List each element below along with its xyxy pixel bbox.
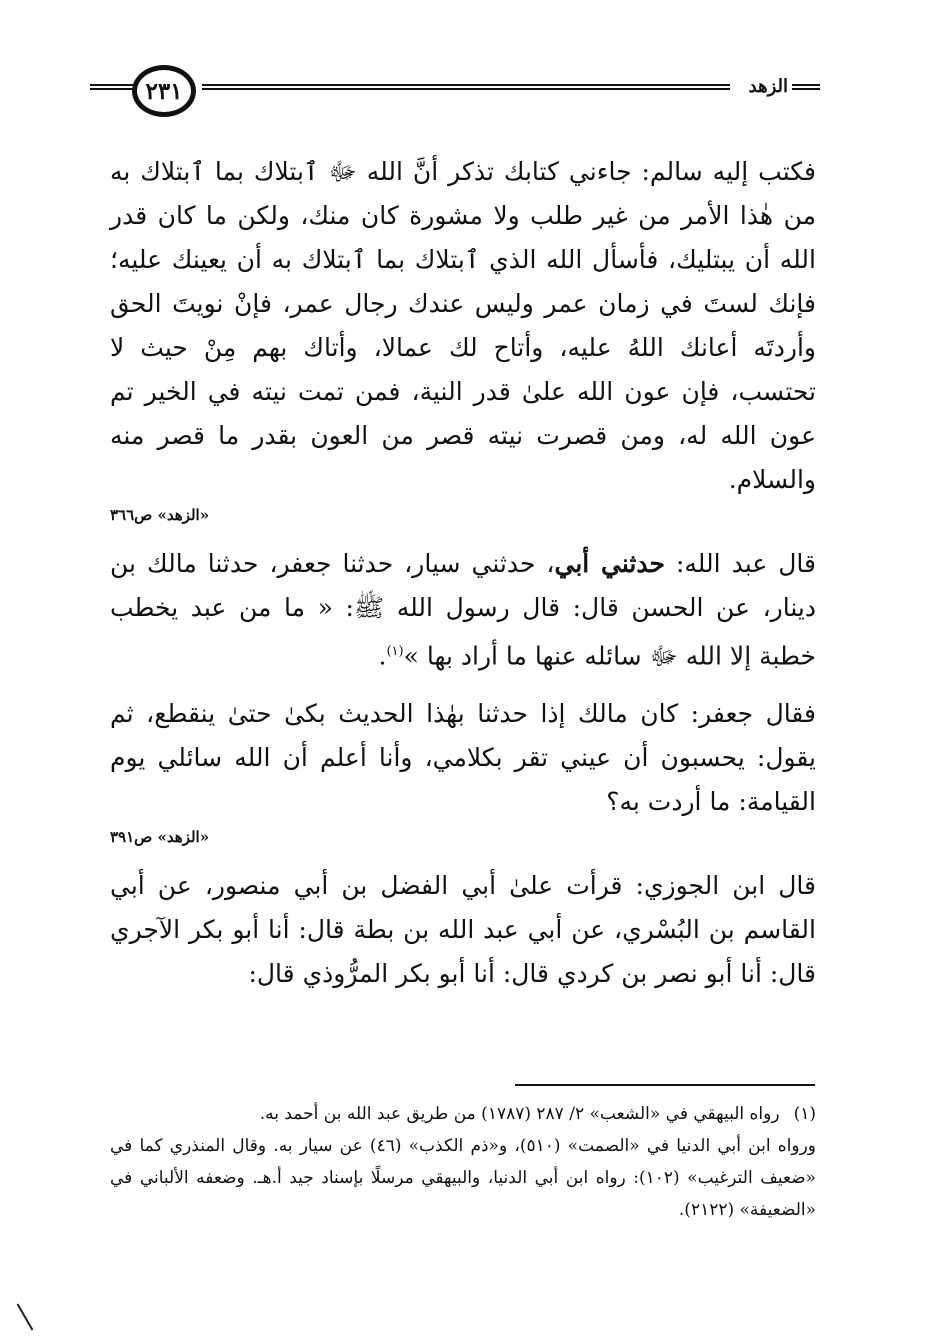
page-number: ٢٣١ <box>145 77 183 105</box>
page-header <box>90 60 820 130</box>
footnote-text-2: ورواه ابن أبي الدنيا في «الصمت» (٥١٠)، و«ذم الكذب» (٤٦) عن سيار به. وقال المنذري كما في «ضعيف الترغيب» (١٠٢): رواه ابن أبي الدنيا، والبيهقي مرسلًا بإسناد جيد أ.هـ. وضعفه الألباني في «الضعيفة» (٢١٢٢). <box>110 1136 816 1220</box>
footnote-line-1 <box>110 1098 816 1130</box>
page-number-ring <box>132 65 196 117</box>
paragraph-4: قال ابن الجوزي: قرأت علىٰ أبي الفضل بن أبي منصور، عن أبي القاسم بن البُسْري، عن أبي عبد الله بن بطة قال: أنا أبو بكر الآجري قال: أنا أبو نصر بن كردي قال: أنا أبو بكر المرُّوذي قال: <box>110 871 816 989</box>
footnote-separator <box>515 1084 815 1086</box>
paragraph-2-intro: قال عبد الله: <box>664 549 816 578</box>
footnote-ref[interactable]: (١) <box>386 644 404 659</box>
paragraph-3: فقال جعفر: كان مالك إذا حدثنا بهٰذا الحديث بكىٰ حتىٰ ينقطع، ثم يقول: يحسبون أن عيني تقر بكلامي، وأنا أعلم أن الله سائلي يوم القيامة: ما أردت به؟ <box>110 699 816 817</box>
main-text <box>110 150 816 996</box>
paragraph-2-bold: حدثني أبي <box>554 549 665 578</box>
header-rule-middle <box>202 84 730 90</box>
citation-1: «الزهد» ص٣٦٦ <box>110 506 210 524</box>
paragraph-2-text: ، حدثني سيار، حدثنا جعفر، حدثنا مالك بن دينار، عن الحسن قال: قال رسول الله ﷺ: « ما من عبد يخطب خطبة إلا الله ﷻ سائله عنها ما أراد بها » <box>110 549 816 671</box>
paragraph-2-tail: . <box>378 641 387 671</box>
header-rule-right <box>792 84 820 90</box>
paragraph-1: فكتب إليه سالم: جاءني كتابك تذكر أنَّ الله ﷻ ٱبتلاك بما ٱبتلاك به من هٰذا الأمر من غير طلب ولا مشورة كان منك، ولكن ما كان قدر الله أن يبتليك، فأسأل الله الذي ٱبتلاك بما ٱبتلاك به أن يعينك عليه؛ فإنك لستَ في زمان عمر وليس عندك رجال عمر، فإنْ نويتَ الحق وأردتَه أعانك اللهُ عليه، وأتاح لك عمالا، وأتاك بهم مِنْ حيث لا تحتسب، فإن عون الله علىٰ قدر النية، فمن تمت نيته في الخير تم عون الله له، ومن قصرت نيته قصر من العون بقدر ما قصر منه والسلام. <box>110 157 816 494</box>
scan-mark <box>17 1304 34 1331</box>
footnotes <box>110 1098 816 1226</box>
footnote-text-1: رواه البيهقي في «الشعب» ٢/ ٢٨٧ (١٧٨٧) من طريق عبد الله بن أحمد به. <box>259 1104 780 1124</box>
citation-2: «الزهد» ص٣٩١ <box>110 828 210 847</box>
running-title: الزهد <box>748 76 788 97</box>
paragraph-2 <box>110 542 816 678</box>
footnote-number: (١) <box>793 1104 816 1124</box>
header-rule-left <box>90 84 135 90</box>
